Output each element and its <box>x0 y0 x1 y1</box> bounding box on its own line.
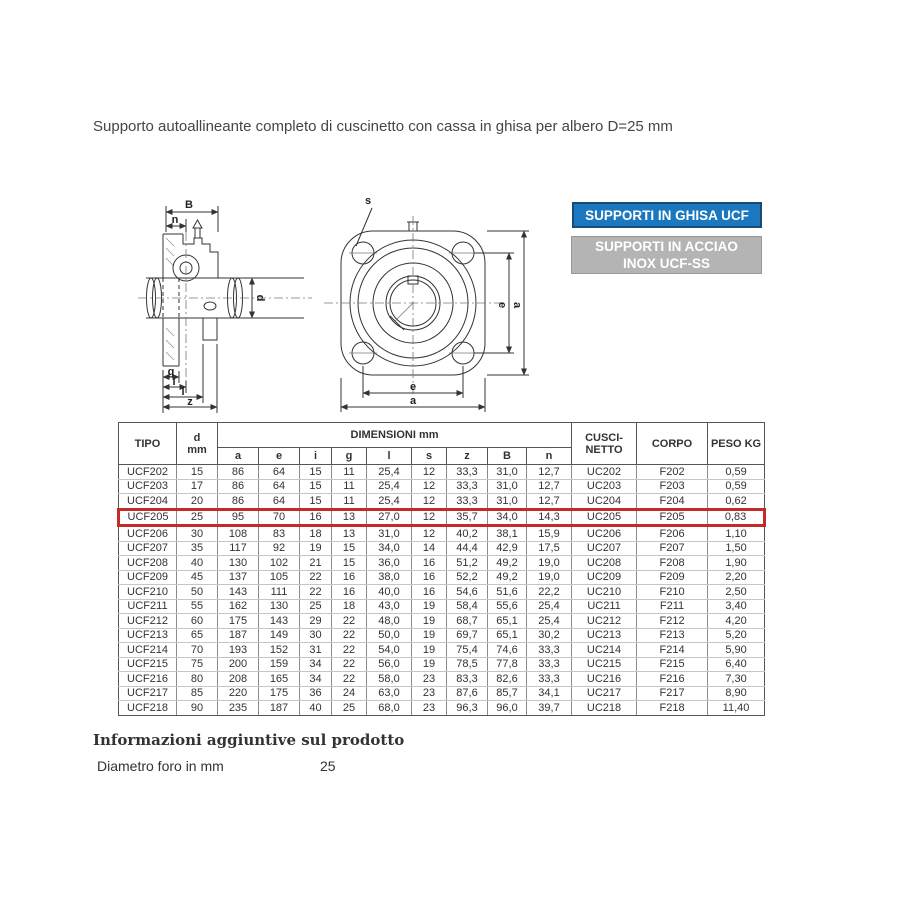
table-cell: 137 <box>218 570 259 585</box>
table-cell: 19,0 <box>527 570 572 585</box>
table-cell: F209 <box>637 570 708 585</box>
table-cell: UC205 <box>572 509 637 526</box>
table-cell: 87,6 <box>447 686 488 701</box>
table-cell: F218 <box>637 701 708 716</box>
dim-label-i: i <box>172 376 176 388</box>
table-cell: 78,5 <box>447 657 488 672</box>
table-cell: 55,6 <box>488 599 527 614</box>
table-cell: 34,1 <box>527 686 572 701</box>
table-cell: F202 <box>637 465 708 480</box>
table-cell: F210 <box>637 585 708 600</box>
table-cell: 12 <box>412 494 447 510</box>
table-cell: 15 <box>177 465 218 480</box>
table-cell: 22 <box>332 628 367 643</box>
table-cell: 15 <box>332 541 367 556</box>
table-cell: 74,6 <box>488 643 527 658</box>
col-header-tipo: TIPO <box>119 423 177 465</box>
table-cell: 102 <box>259 556 300 571</box>
table-cell: 130 <box>218 556 259 571</box>
table-cell: 21 <box>300 556 332 571</box>
table-cell: 40 <box>177 556 218 571</box>
table-cell: 187 <box>259 701 300 716</box>
table-cell: 13 <box>332 526 367 542</box>
table-cell: 69,7 <box>447 628 488 643</box>
col-header-d: d mm <box>177 423 218 465</box>
table-cell: 33,3 <box>447 465 488 480</box>
table-cell: 58,0 <box>367 672 412 687</box>
page-title: Supporto autoallineante completo di cuscinetto con cassa in ghisa per albero D=25 mm <box>93 118 673 135</box>
col-header-l: l <box>367 448 412 465</box>
table-cell: 70 <box>259 509 300 526</box>
table-cell: 40,0 <box>367 585 412 600</box>
table-cell: 39,7 <box>527 701 572 716</box>
table-cell: F207 <box>637 541 708 556</box>
table-cell: 1,50 <box>708 541 765 556</box>
table-cell: F203 <box>637 479 708 494</box>
table-cell: 23 <box>412 701 447 716</box>
table-row <box>119 541 765 556</box>
table-cell: 65 <box>177 628 218 643</box>
table-cell: 20 <box>177 494 218 510</box>
table-cell: F216 <box>637 672 708 687</box>
table-cell: 159 <box>259 657 300 672</box>
table-cell: UC206 <box>572 526 637 542</box>
table-cell: UCF211 <box>119 599 177 614</box>
table-cell: 44,4 <box>447 541 488 556</box>
table-cell: 13 <box>332 509 367 526</box>
table-cell: 19 <box>300 541 332 556</box>
table-cell: 64 <box>259 494 300 510</box>
table-cell: 34,0 <box>488 509 527 526</box>
table-cell: 70 <box>177 643 218 658</box>
table-cell: 60 <box>177 614 218 629</box>
table-cell: 16 <box>412 556 447 571</box>
supporti-ghisa-ucf-label: SUPPORTI IN GHISA UCF <box>585 207 749 223</box>
additional-info-heading: Informazioni aggiuntive sul prodotto <box>93 731 405 749</box>
table-cell: 162 <box>218 599 259 614</box>
table-cell: 31,0 <box>488 465 527 480</box>
dim-label-s: s <box>364 195 372 207</box>
dim-label-e-right: e <box>496 301 508 309</box>
dim-label-d: d <box>254 294 266 302</box>
table-body <box>119 465 765 716</box>
table-cell: 108 <box>218 526 259 542</box>
table-row <box>119 494 765 510</box>
bore-diameter-value: 25 <box>320 758 336 774</box>
table-cell: UC207 <box>572 541 637 556</box>
table-cell: 8,90 <box>708 686 765 701</box>
col-header-peso: PESO KG <box>708 423 765 465</box>
table-cell: 15,9 <box>527 526 572 542</box>
table-cell: 75,4 <box>447 643 488 658</box>
table-cell: 25,4 <box>367 494 412 510</box>
table-cell: 50,0 <box>367 628 412 643</box>
table-cell: 15 <box>332 556 367 571</box>
dimensions-table <box>117 422 766 716</box>
table-row <box>119 570 765 585</box>
table-cell: 22 <box>332 657 367 672</box>
col-header-B: B <box>488 448 527 465</box>
table-cell: 12 <box>412 509 447 526</box>
table-cell: 175 <box>218 614 259 629</box>
table-cell: UCF208 <box>119 556 177 571</box>
table-cell: 40,2 <box>447 526 488 542</box>
table-cell: 16 <box>332 570 367 585</box>
table-cell: UC212 <box>572 614 637 629</box>
table-cell: 33,3 <box>447 494 488 510</box>
table-cell: 22 <box>332 672 367 687</box>
table-cell: 25 <box>332 701 367 716</box>
col-header-i: i <box>300 448 332 465</box>
col-header-e: e <box>259 448 300 465</box>
table-cell: 64 <box>259 465 300 480</box>
table-cell: 1,10 <box>708 526 765 542</box>
side-view-drawing <box>126 188 316 420</box>
table-cell: 30 <box>177 526 218 542</box>
table-cell: 3,40 <box>708 599 765 614</box>
table-cell: 33,3 <box>527 672 572 687</box>
table-cell: 193 <box>218 643 259 658</box>
table-cell: 1,90 <box>708 556 765 571</box>
table-cell: 75 <box>177 657 218 672</box>
table-cell: UC208 <box>572 556 637 571</box>
table-cell: 16 <box>412 585 447 600</box>
table-cell: 68,0 <box>367 701 412 716</box>
table-cell: 220 <box>218 686 259 701</box>
table-cell: 130 <box>259 599 300 614</box>
table-cell: F204 <box>637 494 708 510</box>
table-cell: UCF209 <box>119 570 177 585</box>
table-cell: 63,0 <box>367 686 412 701</box>
table-cell: 14,3 <box>527 509 572 526</box>
table-cell: 117 <box>218 541 259 556</box>
table-cell: 4,20 <box>708 614 765 629</box>
table-cell: 0,59 <box>708 479 765 494</box>
table-cell: 85,7 <box>488 686 527 701</box>
table-cell: UC217 <box>572 686 637 701</box>
table-row <box>119 701 765 716</box>
dim-label-a-bottom: a <box>409 395 417 407</box>
table-cell: 152 <box>259 643 300 658</box>
table-cell: F214 <box>637 643 708 658</box>
table-cell: 96,3 <box>447 701 488 716</box>
table-cell: 24 <box>332 686 367 701</box>
table-row <box>119 526 765 542</box>
table-cell: UCF204 <box>119 494 177 510</box>
table-cell: UC213 <box>572 628 637 643</box>
table-cell: 51,6 <box>488 585 527 600</box>
table-cell: 38,0 <box>367 570 412 585</box>
table-cell: 42,9 <box>488 541 527 556</box>
table-row <box>119 479 765 494</box>
table-cell: 55 <box>177 599 218 614</box>
table-cell: 11 <box>332 479 367 494</box>
table-cell: 19 <box>412 643 447 658</box>
table-cell: F217 <box>637 686 708 701</box>
table-cell: 35,7 <box>447 509 488 526</box>
table-cell: 86 <box>218 465 259 480</box>
table-cell: F215 <box>637 657 708 672</box>
table-cell: 95 <box>218 509 259 526</box>
table-cell: 86 <box>218 479 259 494</box>
table-row <box>119 672 765 687</box>
table-cell: UCF215 <box>119 657 177 672</box>
col-header-s: s <box>412 448 447 465</box>
table-cell: 38,1 <box>488 526 527 542</box>
table-cell: 25 <box>300 599 332 614</box>
col-header-corpo: CORPO <box>637 423 708 465</box>
table-row <box>119 509 765 526</box>
table-cell: 22 <box>300 585 332 600</box>
table-cell: UC209 <box>572 570 637 585</box>
table-cell: UC211 <box>572 599 637 614</box>
dim-label-B: B <box>185 199 193 211</box>
table-cell: 25,4 <box>367 465 412 480</box>
table-cell: 5,90 <box>708 643 765 658</box>
dim-label-e-bottom: e <box>409 381 417 393</box>
table-cell: 30,2 <box>527 628 572 643</box>
table-cell: 143 <box>259 614 300 629</box>
table-cell: 17 <box>177 479 218 494</box>
table-cell: 165 <box>259 672 300 687</box>
table-cell: 12,7 <box>527 479 572 494</box>
table-cell: 31 <box>300 643 332 658</box>
table-cell: 17,5 <box>527 541 572 556</box>
table-cell: 12 <box>412 479 447 494</box>
table-cell: 43,0 <box>367 599 412 614</box>
table-cell: 34 <box>300 672 332 687</box>
table-cell: 143 <box>218 585 259 600</box>
table-cell: 19,0 <box>527 556 572 571</box>
table-cell: 49,2 <box>488 570 527 585</box>
table-cell: 31,0 <box>367 526 412 542</box>
table-cell: 50 <box>177 585 218 600</box>
table-cell: 80 <box>177 672 218 687</box>
table-cell: 175 <box>259 686 300 701</box>
table-cell: 235 <box>218 701 259 716</box>
table-cell: 33,3 <box>527 643 572 658</box>
table-cell: 11 <box>332 494 367 510</box>
table-cell: 25,4 <box>527 614 572 629</box>
table-cell: 19 <box>412 657 447 672</box>
table-cell: 18 <box>332 599 367 614</box>
supporti-ghisa-ucf-button[interactable] <box>572 202 762 228</box>
table-cell: 12 <box>412 526 447 542</box>
dim-label-g: g <box>167 366 175 378</box>
table-cell: 58,4 <box>447 599 488 614</box>
table-cell: 12 <box>412 465 447 480</box>
table-cell: 15 <box>300 479 332 494</box>
table-cell: UC204 <box>572 494 637 510</box>
table-cell: 34,0 <box>367 541 412 556</box>
table-cell: UCF210 <box>119 585 177 600</box>
table-cell: UC215 <box>572 657 637 672</box>
table-cell: 105 <box>259 570 300 585</box>
table-cell: UCF216 <box>119 672 177 687</box>
table-cell: 92 <box>259 541 300 556</box>
table-cell: 85 <box>177 686 218 701</box>
col-header-dimensioni: DIMENSIONI mm <box>218 423 572 448</box>
table-cell: F205 <box>637 509 708 526</box>
table-row <box>119 628 765 643</box>
table-cell: 0,59 <box>708 465 765 480</box>
table-cell: 27,0 <box>367 509 412 526</box>
table-cell: 187 <box>218 628 259 643</box>
table-cell: 36,0 <box>367 556 412 571</box>
table-cell: 19 <box>412 614 447 629</box>
table-cell: 65,1 <box>488 614 527 629</box>
table-cell: F213 <box>637 628 708 643</box>
table-row <box>119 643 765 658</box>
table-cell: 82,6 <box>488 672 527 687</box>
table-cell: 96,0 <box>488 701 527 716</box>
table-row <box>119 585 765 600</box>
table-cell: 7,30 <box>708 672 765 687</box>
table-cell: 200 <box>218 657 259 672</box>
table-cell: UC214 <box>572 643 637 658</box>
table-cell: 49,2 <box>488 556 527 571</box>
table-cell: 18 <box>300 526 332 542</box>
col-header-g: g <box>332 448 367 465</box>
table-cell: 35 <box>177 541 218 556</box>
table-cell: 149 <box>259 628 300 643</box>
table-cell: F206 <box>637 526 708 542</box>
table-cell: 34 <box>300 657 332 672</box>
table-cell: 31,0 <box>488 479 527 494</box>
table-cell: 12,7 <box>527 494 572 510</box>
table-row <box>119 657 765 672</box>
dim-label-z: z <box>187 396 193 408</box>
table-cell: 22 <box>332 643 367 658</box>
dim-label-l: l <box>181 386 185 398</box>
table-row <box>119 686 765 701</box>
table-cell: 19 <box>412 599 447 614</box>
table-cell: UCF203 <box>119 479 177 494</box>
table-cell: 111 <box>259 585 300 600</box>
supporti-acciaio-inox-label: SUPPORTI IN ACCIAO INOX UCF-SS <box>595 239 738 271</box>
additional-info-row <box>97 758 336 774</box>
table-cell: 11 <box>332 465 367 480</box>
table-cell: 54,0 <box>367 643 412 658</box>
table-cell: 208 <box>218 672 259 687</box>
table-cell: UCF214 <box>119 643 177 658</box>
table-cell: 0,83 <box>708 509 765 526</box>
table-cell: 40 <box>300 701 332 716</box>
table-cell: 36 <box>300 686 332 701</box>
table-cell: UCF212 <box>119 614 177 629</box>
table-cell: F211 <box>637 599 708 614</box>
table-cell: 22 <box>300 570 332 585</box>
table-cell: 16 <box>412 570 447 585</box>
table-cell: 56,0 <box>367 657 412 672</box>
table-cell: 22 <box>332 614 367 629</box>
table-cell: 25 <box>177 509 218 526</box>
table-cell: 33,3 <box>527 657 572 672</box>
table-cell: 6,40 <box>708 657 765 672</box>
table-cell: 25,4 <box>527 599 572 614</box>
table-cell: 77,8 <box>488 657 527 672</box>
table-cell: UC202 <box>572 465 637 480</box>
table-cell: 2,50 <box>708 585 765 600</box>
table-cell: 23 <box>412 672 447 687</box>
table-cell: 48,0 <box>367 614 412 629</box>
table-cell: 33,3 <box>447 479 488 494</box>
table-cell: 15 <box>300 465 332 480</box>
table-cell: 22,2 <box>527 585 572 600</box>
col-header-n: n <box>527 448 572 465</box>
table-cell: 16 <box>332 585 367 600</box>
col-header-z: z <box>447 448 488 465</box>
table-cell: 15 <box>300 494 332 510</box>
table-cell: 19 <box>412 628 447 643</box>
table-cell: 54,6 <box>447 585 488 600</box>
col-header-a: a <box>218 448 259 465</box>
table-cell: 30 <box>300 628 332 643</box>
table-cell: 68,7 <box>447 614 488 629</box>
table-row <box>119 465 765 480</box>
col-header-cuscinetto: CUSCI- NETTO <box>572 423 637 465</box>
table-cell: 90 <box>177 701 218 716</box>
table-cell: 25,4 <box>367 479 412 494</box>
table-cell: 51,2 <box>447 556 488 571</box>
table-row <box>119 556 765 571</box>
table-cell: UCF205 <box>119 509 177 526</box>
dim-label-a-right: a <box>511 301 523 309</box>
supporti-acciaio-inox-button[interactable] <box>571 236 762 274</box>
table-cell: UC203 <box>572 479 637 494</box>
table-cell: F208 <box>637 556 708 571</box>
table-row <box>119 614 765 629</box>
table-cell: 65,1 <box>488 628 527 643</box>
table-cell: 83 <box>259 526 300 542</box>
table-cell: UCF213 <box>119 628 177 643</box>
table-cell: 16 <box>300 509 332 526</box>
table-cell: UCF206 <box>119 526 177 542</box>
table-cell: 12,7 <box>527 465 572 480</box>
table-row <box>119 599 765 614</box>
table-cell: 52,2 <box>447 570 488 585</box>
front-view-drawing <box>316 188 531 420</box>
table-cell: 11,40 <box>708 701 765 716</box>
table-cell: 83,3 <box>447 672 488 687</box>
table-cell: 45 <box>177 570 218 585</box>
table-cell: UCF217 <box>119 686 177 701</box>
table-cell: F212 <box>637 614 708 629</box>
table-cell: UCF202 <box>119 465 177 480</box>
table-cell: 5,20 <box>708 628 765 643</box>
table-cell: UC210 <box>572 585 637 600</box>
table-cell: 14 <box>412 541 447 556</box>
dim-label-n: n <box>171 214 179 226</box>
table-cell: UC218 <box>572 701 637 716</box>
bore-diameter-label: Diametro foro in mm <box>97 758 224 774</box>
table-cell: UCF207 <box>119 541 177 556</box>
table-cell: 31,0 <box>488 494 527 510</box>
table-cell: 0,62 <box>708 494 765 510</box>
table-cell: UC216 <box>572 672 637 687</box>
table-cell: 29 <box>300 614 332 629</box>
table-cell: 64 <box>259 479 300 494</box>
table-cell: 86 <box>218 494 259 510</box>
table-cell: UCF218 <box>119 701 177 716</box>
table-cell: 2,20 <box>708 570 765 585</box>
table-cell: 23 <box>412 686 447 701</box>
